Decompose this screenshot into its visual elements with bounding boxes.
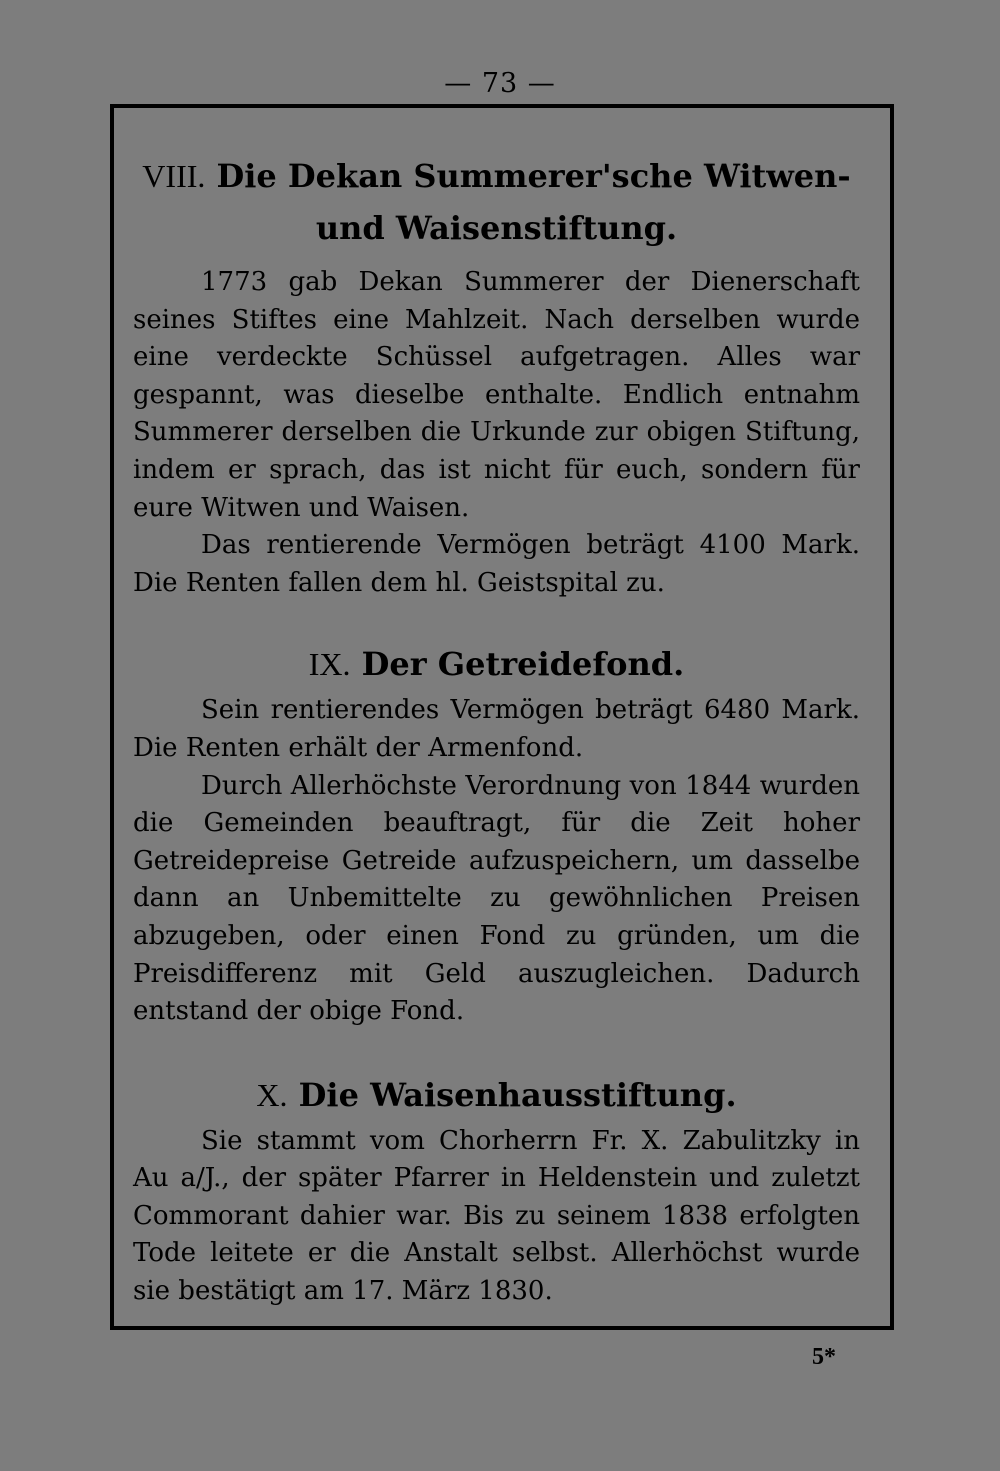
paragraph: Das rentierende Vermögen beträgt 4100 Mark. Die Renten fallen dem hl. Geistspital zu. (133, 530, 860, 598)
page-number: — 73 — (444, 68, 556, 99)
paragraph: 1773 gab Dekan Summerer der Dienerschaft seines Stiftes eine Mahlzeit. Nach derselben wurde eine verdeckte Schüssel aufgetragen. Alles war gespannt, was dieselbe enthalte. Endlich entnahm Summerer derselben die Urkunde zur obigen Stiftung, indem er sprach, das ist nicht für euch, sondern für eure Witwen und Waisen. (133, 267, 860, 523)
section-numeral: IX. (308, 646, 351, 683)
section-numeral: VIII. (142, 158, 206, 194)
section-numeral: X. (256, 1076, 288, 1113)
section-heading-x (133, 1069, 860, 1121)
paragraph: Sie stammt vom Chorherrn Fr. X. Zabulitzky in Au a/J., der später Pfarrer in Heldenstein und zuletzt Commorant dahier war. Bis zu seinem 1838 erfolgten Tode leitete er die Anstalt selbst. Allerhöchst wurde sie bestätigt am 17. März 1830. (133, 1125, 860, 1307)
section-title: Der Getreidefond. (361, 645, 685, 684)
section-heading-viii (133, 150, 860, 254)
paragraph: Durch Allerhöchste Verordnung von 1844 wurden die Gemeinden beauftragt, für die Zeit hoher Getreidepreise Getreide aufzuspeichern, um dasselbe dann an Unbemittelte zu gewöhnlichen Preisen abzugeben, oder einen Fond zu gründen, um die Preisdifferenz mit Geld auszugleichen. Dadurch entstand der obige Fond. (133, 770, 860, 1027)
signature-mark: 5* (812, 1344, 836, 1370)
paragraph: Sein rentierendes Vermögen beträgt 6480 Mark. Die Renten erhält der Armenfond. (133, 695, 860, 763)
section-title: Die Waisenhausstiftung. (298, 1075, 737, 1114)
section-heading-ix (133, 638, 860, 690)
section-title: Die Dekan Summerer'sche Witwen- und Waisenstiftung. (216, 157, 851, 247)
page-content (133, 150, 860, 1311)
